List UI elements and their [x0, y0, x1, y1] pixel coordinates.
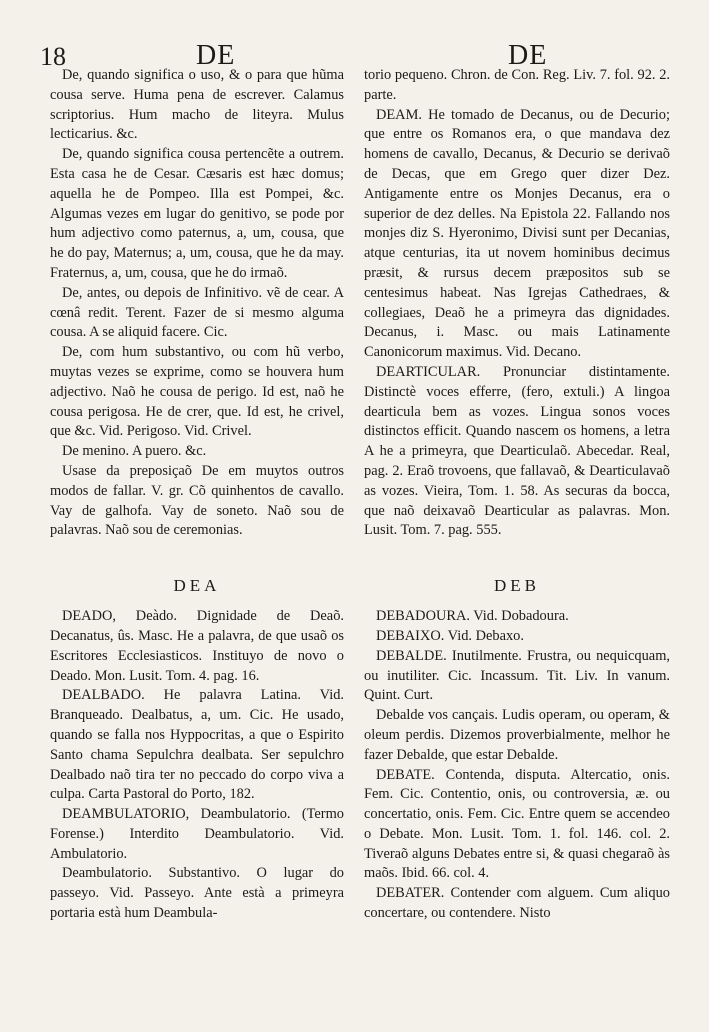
entry-paragraph: Deambulatorio. Substantivo. O lugar do passeyo. Vid. Passeyo. Ante està a primeyra portaria està hum Deambula- [50, 865, 344, 922]
left-entries-top [50, 66, 344, 541]
entry-paragraph: De menino. A puero. &c. [62, 443, 207, 460]
entry-paragraph: DEARTICULAR. Pronunciar distintamente. Distinctè voces efferre, (fero, extuli.) A lingoa dearticula bem as vozes. Lingua sonos voces distinctos efficit. Quando nascem os homens, a letra A he a primeyra, que Dearticulaõ. Abecedar. Real, pag. 2. Eraõ trovoens, que fallavaõ, & Dearticulavaõ as vozes. Vieira, Tom. 1. 58. As securas da bocca, que naõ deixavaõ Dearticular as palavras. Mon. Lusit. Tom. 7. pag. 555. [364, 363, 670, 539]
page-number: 18 [40, 42, 66, 71]
left-entries-bottom [50, 607, 344, 924]
entry-paragraph: DEAMBULATORIO, Deambulatorio. (Termo Forense.) Interdito Deambulatorio. Vid. Ambulatorio. [50, 806, 344, 862]
entry-paragraph: DEALBADO. He palavra Latina. Vid. Branqueado. Dealbatus, a, um. Cic. He usado, quando se falla nos Hyppocritas, a que o Espirito Santo chama Sepulchra dealbata. Ser sepulchro Dealbado naõ tira ter no peccado do corpo viva a culpa. Carta Pastoral do Porto, 182. [50, 687, 344, 803]
entry-paragraph: DEBATER. Contender com alguem. Cum aliquo concertare, ou contendere. Nisto [364, 885, 670, 922]
section-title-dea: DEA [173, 576, 221, 596]
entry-paragraph: DEADO, Deàdo. Dignidade de Deaõ. Decanatus, ûs. Masc. He a palavra, de que usaõ os Escritores Ecclesiasticos. Instituyo de novo o Deado. Mon. Lusit. Tom. 4. pag. 16. [50, 608, 344, 684]
entry-paragraph: Debalde vos cançais. Ludis operam, ou operam, & oleum perdis. Dizemos proverbialmente, melhor he fazer Debalde, que estar Debalde. [364, 707, 670, 763]
entry-paragraph: DEBAIXO. Vid. Debaxo. [376, 627, 524, 644]
right-running-heading: DE [508, 40, 548, 71]
left-column [50, 66, 344, 1032]
entry-paragraph: De, com hum substantivo, ou com hũ verbo, muytas vezes se exprime, como se houvera hum adjectivo. Naõ he cousa de perigo. Id est, naõ he cousa perigosa. He de crer, que. Id est, he crivel, que &c. Vid. Perigoso. Vid. Crivel. [50, 344, 344, 440]
left-running-heading: DE [196, 40, 236, 71]
section-title-deb: DEB [494, 576, 540, 596]
entry-paragraph: DEBATE. Contenda, disputa. Altercatio, onis. Fem. Cic. Contentio, onis, ou controversia, æ. ou concertatio, onis. Fem. Cic. Entre quem se accendeo o Debate. Mon. Lusit. Tom. 1. fol. 146. col. 2. Tiveraõ alguns Debates entre si, & quasi chegaraõ às maõs. Ibid. 66. col. 4. [364, 766, 670, 882]
right-column [364, 66, 670, 1032]
right-entries-bottom [364, 607, 670, 924]
entry-paragraph: De, quando significa o uso, & o para que hũma cousa serve. Huma pena de escrever. Calamus scriptorius. Hum macho de liteyra. Mulus lecticarius. &c. [50, 67, 344, 143]
entry-paragraph: torio pequeno. Chron. de Con. Reg. Liv. 7. fol. 92. 2. parte. [364, 67, 670, 103]
right-entries-top [364, 66, 670, 541]
entry-paragraph: De, antes, ou depois de Infinitivo. vẽ de cear. A cœnâ redit. Terent. Fazer de si mesmo alguma cousa. A se aliquid facere. Cic. [50, 284, 344, 341]
entry-paragraph: De, quando significa cousa pertencẽte a outrem. Esta casa he de Cesar. Cæsaris est hæc domus; aquella he de Pompeo. Illa est Pompei, &c. Algumas vezes em lugar do genitivo, se pode por hum adjectivo como paternus, a, um, cousa, que he do pay, Maternus; a, um, cousa, que he da may. Fraternus, a, um, cousa, que he do irmaõ. [50, 146, 344, 281]
entry-paragraph: DEBALDE. Inutilmente. Frustra, ou nequicquam, ou inutiliter. Cic. Incassum. Tit. Liv. In vanum. Quint. Curt. [364, 647, 670, 704]
entry-paragraph: Usase da preposiçaõ De em muytos outros modos de fallar. V. gr. Cõ quinhentos de cavallo. Vay de galhofa. Vay de soneto. Naõ sou de palavras. Naõ sou de ceremonias. [50, 462, 344, 539]
entry-paragraph: DEAM. He tomado de Decanus, ou de Decurio; que entre os Romanos era, o que mandava dez homens de cavallo, Decanus, & Decurio se derivaõ de Decas, que em Grego quer dizer Dez. Antigamente entre os Monjes Decanus, era o superior de dez delles. Na Epistola 22. Fallando nos monjes diz S. Hyeronimo, Divisi sunt per Decanias, atque centurias, ita ut novem hominibus decimus præsit, & rursus decem præpositos sub se centesimus habeat. Nas Igrejas Cathedraes, & collegiaes, Deaõ he a primeyra das dignidades. Decanus, i. Masc. ou mais Latinamente Canonicorum maximus. Vid. Decano. [364, 106, 670, 361]
entry-paragraph: DEBADOURA. Vid. Dobadoura. [376, 608, 569, 625]
